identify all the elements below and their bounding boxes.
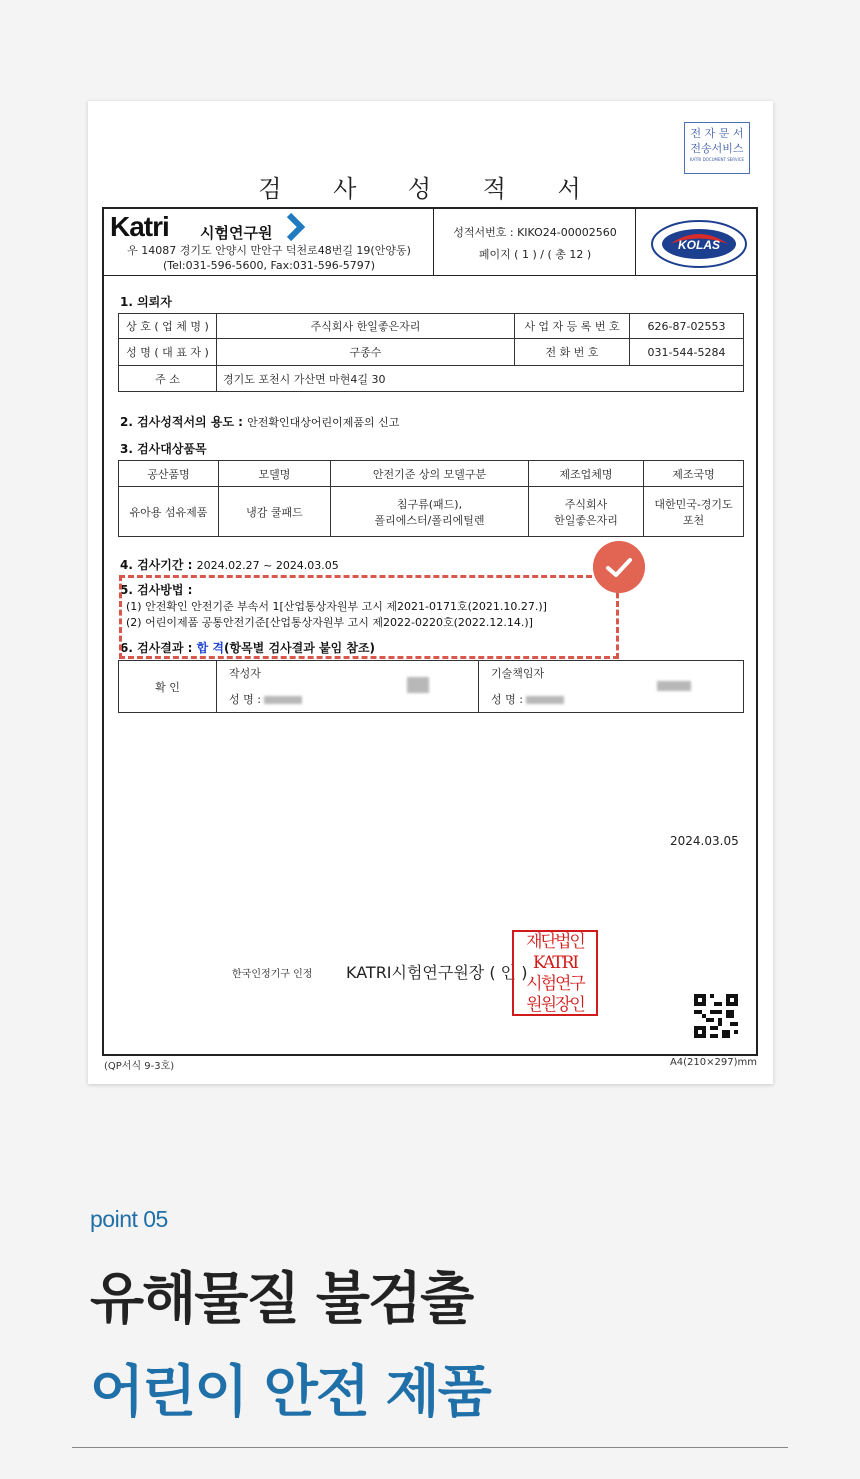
paper-size: A4(210×297)mm (669, 1057, 757, 1068)
period-value: 2024.02.27 ~ 2024.03.05 (196, 559, 339, 572)
section-requester-title: 1. 의뢰자 (120, 295, 172, 309)
item-maker-l2: 한일좋은자리 (554, 513, 618, 527)
issuer-prefix: 한국인정기구 인정 (232, 969, 313, 980)
report-document (88, 101, 773, 1084)
section-purpose (120, 413, 399, 430)
bottom-divider (72, 1447, 788, 1448)
item-category-l2: 폴리에스터/폴리에틸렌 (374, 513, 485, 527)
item-country-l2: 포천 (682, 513, 705, 527)
highlight-box (119, 575, 619, 659)
chevron-right-icon (284, 213, 308, 241)
item-country-l1: 대한민국-경기도 (654, 497, 733, 511)
item-category-l1: 침구류(패드), (396, 497, 463, 511)
electronic-document-stamp (684, 122, 750, 174)
item-product: 유아용 섬유제품 (119, 487, 219, 537)
stamp-line3: KATRI DOCUMENT SERVICE (689, 157, 745, 162)
stamp-line1: 전 자 문 서 (690, 127, 744, 140)
item-maker (529, 487, 644, 537)
heading-accent: 어린이 안전 제품 (90, 1360, 490, 1425)
addr-label: 주 소 (119, 366, 217, 392)
report-number: 성적서번호 : KIKO24-00002560 (453, 226, 617, 239)
writer-name (229, 691, 302, 707)
period-title: 4. 검사기간 : (120, 558, 193, 572)
items-header: 안전기준 상의 모델구분 (331, 461, 529, 487)
result-pass: 합 격 (196, 641, 224, 655)
items-header: 공산품명 (119, 461, 219, 487)
requester-table (118, 313, 744, 392)
seal-line4: 원원장인 (526, 995, 584, 1015)
rep-label: 성 명 ( 대 표 자 ) (119, 339, 217, 366)
writer-signature-redacted (407, 677, 429, 693)
items-table (118, 460, 744, 537)
issuer-name: KATRI시험연구원장 ( 인 ) (346, 963, 528, 982)
tech-signature-redacted (657, 681, 691, 691)
result-title: 6. 검사결과 : (120, 641, 193, 655)
section-items-title: 3. 검사대상품목 (120, 442, 207, 456)
address-line: 우 14087 경기도 안양시 만안구 덕천로48번길 19(안양동) (127, 244, 411, 257)
seal-line3: 시험연구 (526, 974, 584, 994)
section-period (120, 556, 339, 573)
result-note: (항목별 검사결과 붙임 참조) (224, 641, 376, 655)
report-date: 2024.03.05 (670, 834, 739, 848)
official-seal-stamp (512, 930, 598, 1016)
katri-logo: Katri (110, 211, 169, 242)
phone-label: 전 화 번 호 (515, 339, 630, 366)
tel-line: (Tel:031-596-5600, Fax:031-596-5797) (162, 259, 376, 272)
check-icon (593, 541, 645, 593)
seal-line1: 재단법인 (526, 932, 584, 952)
rep-value: 구종수 (217, 339, 515, 366)
stamp-line2: 전송서비스 (690, 142, 744, 155)
item-model: 냉감 쿨패드 (219, 487, 331, 537)
writer-name-label: 성 명 : (229, 693, 261, 706)
addr-value: 경기도 포천시 가산면 마현4길 30 (217, 366, 744, 392)
heading-primary: 유해물질 불검출 (90, 1267, 473, 1332)
tech-cell (479, 661, 744, 713)
bizno-value: 626-87-02553 (630, 314, 744, 339)
page-indicator: 페이지 ( 1 ) / ( 총 12 ) (478, 248, 592, 261)
item-country (644, 487, 744, 537)
document-title: 검 사 성 적 서 (258, 175, 603, 203)
writer-title: 작성자 (229, 667, 261, 680)
tech-name (491, 691, 564, 707)
company-label: 상 호 ( 업 체 명 ) (119, 314, 217, 339)
katri-logo-sub: 시험연구원 (200, 224, 273, 242)
qr-code-icon (694, 994, 738, 1038)
purpose-title: 2. 검사성적서의 용도 : (120, 415, 243, 429)
confirm-label: 확 인 (119, 661, 217, 713)
items-header: 모델명 (219, 461, 331, 487)
kolas-text: KOLAS (678, 238, 720, 252)
writer-name-redacted (264, 696, 302, 704)
company-value: 주식회사 한일좋은자리 (217, 314, 515, 339)
header-report-cell (434, 209, 636, 276)
kolas-logo-icon (650, 219, 748, 269)
confirm-table (118, 660, 744, 713)
writer-cell (217, 661, 479, 713)
tech-title: 기술책임자 (491, 667, 545, 680)
org-address (104, 243, 434, 273)
item-maker-l1: 주식회사 (564, 497, 608, 511)
method-line2: (2) 어린이제품 공통안전기준[산업통상자원부 고시 제2022-0220호(2022.12.14.)] (126, 616, 533, 629)
form-number: (QP서식 9-3호) (104, 1061, 175, 1072)
header-org-cell (104, 209, 434, 276)
bizno-label: 사 업 자 등 록 번 호 (515, 314, 630, 339)
item-category (331, 487, 529, 537)
items-header: 제조업체명 (529, 461, 644, 487)
point-label: point 05 (90, 1206, 168, 1232)
items-header: 제조국명 (644, 461, 744, 487)
seal-line2: KATRI (532, 953, 578, 973)
tech-name-label: 성 명 : (491, 693, 523, 706)
purpose-value: 안전확인대상어린이제품의 신고 (247, 416, 400, 429)
report-header (104, 209, 756, 276)
method-line1: (1) 안전확인 안전기준 부속서 1[산업통상자원부 고시 제2021-0171호(2021.10.27.)] (126, 600, 547, 613)
phone-value: 031-544-5284 (630, 339, 744, 366)
tech-name-redacted (526, 696, 564, 704)
section-method-title: 5. 검사방법 : (120, 583, 193, 597)
